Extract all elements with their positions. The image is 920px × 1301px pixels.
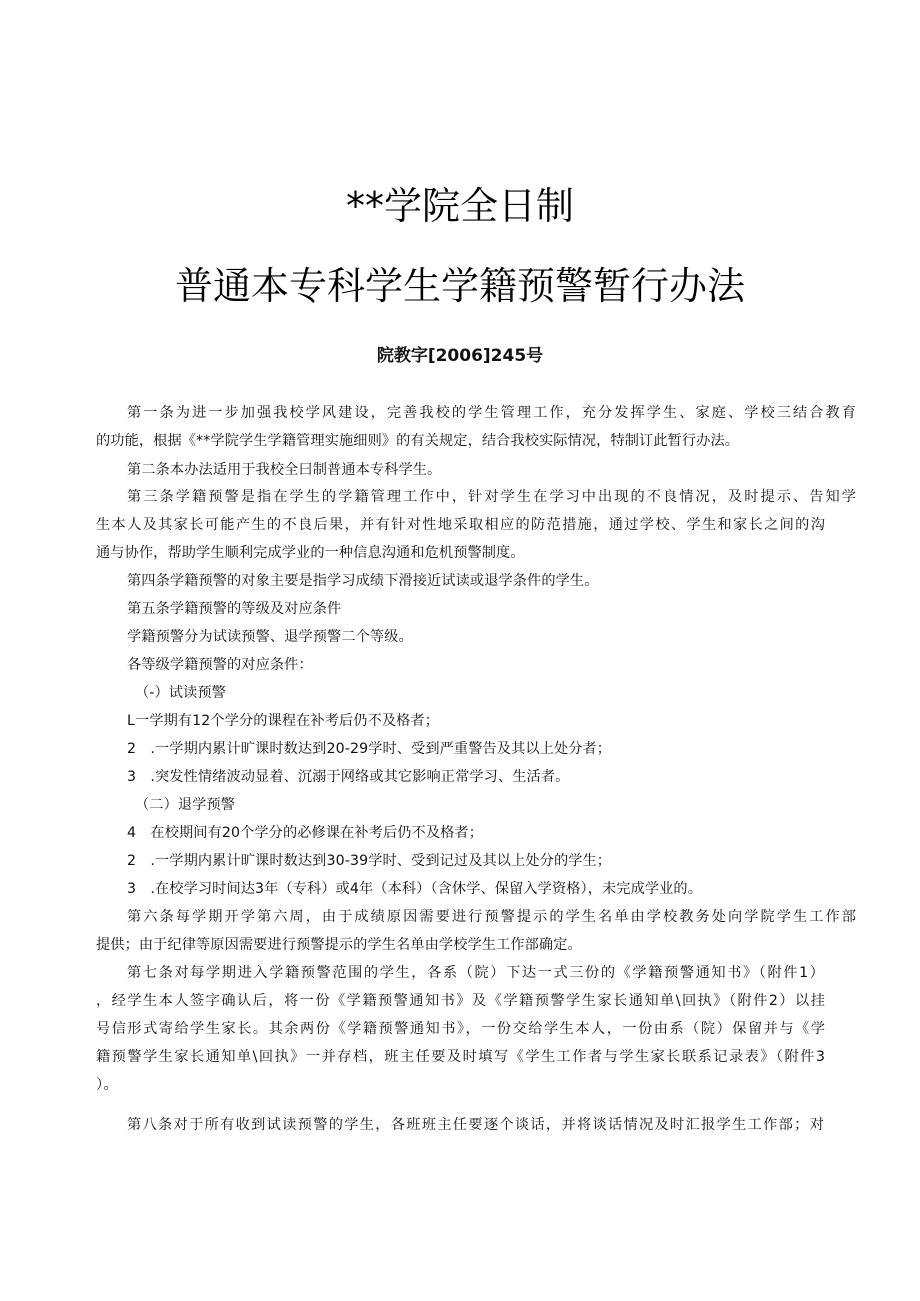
article-3-line-3: 通与协作，帮助学生顺利完成学业的一种信息沟通和危机预警制度。 <box>96 545 525 561</box>
dismissal-item-2: 2 .一学期内累计旷课时数达到30-39学时、受到记过及其以上处分的学生； <box>127 853 612 869</box>
probation-warning-heading: （-）试读预警 <box>135 685 226 701</box>
document-number: 院教字[2006]245号 <box>376 346 544 366</box>
probation-item-1: L一学期有12个学分的课程在补考后仍不及格者； <box>127 713 440 729</box>
article-2: 第二条本办法适用于我校全曰制普通本专科学生。 <box>127 462 442 478</box>
article-1-line-2: 的功能，根据《**学院学生学籍管理实施细则》的有关规定，结合我校实际情况，特制订此暂行办法。 <box>96 433 740 449</box>
article-5-heading: 第五条学籍预警的等级及对应条件 <box>127 601 342 617</box>
article-6-line-1: 第六条每学期开学第六周，由于成绩原因需要进行预警提示的学生名单由学校教务处向学院学生工作部 <box>127 909 856 925</box>
dismissal-item-3: 3 .在校学习时间达3年（专科）或4年（本科）（含休学、保留入学资格），未完成学业的。 <box>127 881 703 897</box>
document-title-line1: **学院全日制 <box>345 184 574 228</box>
article-6-line-2: 提供；由于纪律等原因需要进行预警提示的学生名单由学校学生工作部确定。 <box>96 937 582 953</box>
dismissal-warning-heading: （二）退学预警 <box>135 797 236 813</box>
document-title-line2: 普通本专科学生学籍预警暂行办法 <box>174 264 745 308</box>
article-7-line-5: ）。 <box>96 1077 118 1093</box>
article-4: 第四条学籍预警的对象主要是指学习成绩下滑接近试读或退学条件的学生。 <box>127 573 599 589</box>
article-3-line-2: 生本人及其家长可能产生的不良后果，并有针对性地采取相应的防范措施，通过学校、学生和家长之间的沟 <box>96 517 825 533</box>
probation-item-2: 2 .一学期内累计旷课时数达到20-29学时、受到严重警告及其以上处分者； <box>127 741 612 757</box>
article-1-line-1: 第一条为进一步加强我校学风建设，完善我校的学生管理工作，充分发挥学生、家庭、学校三结合教育 <box>127 405 856 421</box>
article-7-line-4: 籍预警学生家长通知单\回执》一并存档，班主任要及时填写《学生工作者与学生家长联系记录表》（附件3 <box>96 1049 825 1065</box>
article-7-line-1: 第七条对每学期进入学籍预警范围的学生，各系（院）下达一式三份的《学籍预警通知书》（附件1） <box>127 965 824 981</box>
article-5-levels: 学籍预警分为试读预警、退学预警二个等级。 <box>127 629 413 645</box>
dismissal-item-1: 4 在校期间有20个学分的必修课在补考后仍不及格者； <box>127 825 483 841</box>
article-7-line-3: 号信形式寄给学生家长。其余两份《学籍预警通知书》，一份交给学生本人，一份由系（院）保留并与《学 <box>96 1021 825 1037</box>
probation-item-3: 3 .突发性情绪波动显着、沉溺于网络或其它影响正常学习、生活者。 <box>127 769 570 785</box>
article-8-line-1: 第八条对于所有收到试读预警的学生，各班班主任要逐个谈话，并将谈话情况及时汇报学生工作部；对 <box>127 1117 824 1133</box>
article-7-line-2: ，经学生本人签字确认后，将一份《学籍预警通知书》及《学籍预警学生家长通知单\回执》（附件2）以挂 <box>96 993 825 1009</box>
article-3-line-1: 第三条学籍预警是指在学生的学籍管理工作中，针对学生在学习中出现的不良情况，及时提示、告知学 <box>127 489 856 505</box>
article-5-conditions: 各等级学籍预警的对应条件： <box>127 657 313 673</box>
